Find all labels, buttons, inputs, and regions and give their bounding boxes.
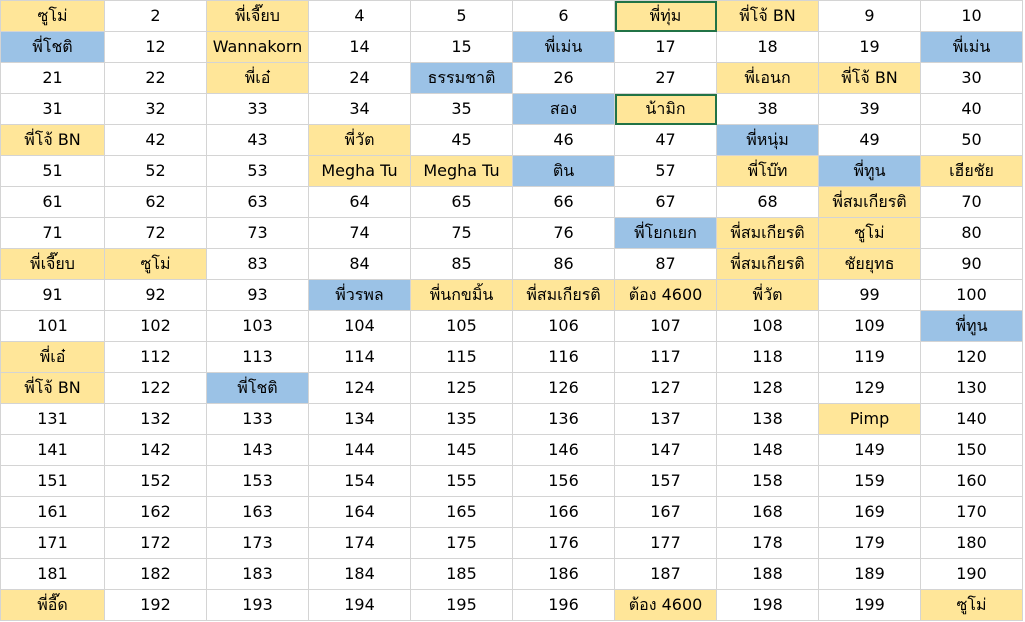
sheet-cell[interactable]: 186 <box>513 559 615 590</box>
sheet-cell[interactable]: 31 <box>1 94 105 125</box>
sheet-cell[interactable]: 188 <box>717 559 819 590</box>
sheet-row <box>1 187 1023 218</box>
sheet-cell[interactable]: 66 <box>513 187 615 218</box>
sheet-cell[interactable]: 133 <box>207 404 309 435</box>
sheet-cell[interactable]: 107 <box>615 311 717 342</box>
sheet-row <box>1 94 1023 125</box>
sheet-cell[interactable]: Megha Tu <box>411 156 513 187</box>
sheet-cell[interactable]: 72 <box>105 218 207 249</box>
sheet-cell[interactable]: 83 <box>207 249 309 280</box>
sheet-cell[interactable]: 147 <box>615 435 717 466</box>
sheet-cell[interactable]: 146 <box>513 435 615 466</box>
sheet-cell[interactable]: 135 <box>411 404 513 435</box>
sheet-cell[interactable]: 18 <box>717 32 819 63</box>
sheet-cell[interactable]: 175 <box>411 528 513 559</box>
sheet-cell[interactable]: 127 <box>615 373 717 404</box>
sheet-row <box>1 218 1023 249</box>
sheet-cell[interactable]: 167 <box>615 497 717 528</box>
sheet-cell[interactable]: 21 <box>1 63 105 94</box>
sheet-cell[interactable]: 166 <box>513 497 615 528</box>
sheet-cell[interactable]: 47 <box>615 125 717 156</box>
sheet-row <box>1 590 1023 621</box>
sheet-cell[interactable]: พี่อี๊ด <box>1 590 105 621</box>
sheet-cell[interactable]: 75 <box>411 218 513 249</box>
sheet-cell[interactable]: 177 <box>615 528 717 559</box>
sheet-cell[interactable]: 122 <box>105 373 207 404</box>
sheet-cell[interactable]: 126 <box>513 373 615 404</box>
sheet-cell[interactable]: 120 <box>921 342 1023 373</box>
sheet-cell[interactable]: 106 <box>513 311 615 342</box>
sheet-cell[interactable]: 40 <box>921 94 1023 125</box>
sheet-cell[interactable]: 5 <box>411 1 513 32</box>
sheet-cell[interactable]: 99 <box>819 280 921 311</box>
sheet-cell[interactable]: 53 <box>207 156 309 187</box>
sheet-cell[interactable]: 71 <box>1 218 105 249</box>
sheet-cell[interactable]: พี่สมเกียรติ <box>819 187 921 218</box>
sheet-cell[interactable]: พี่สมเกียรติ <box>513 280 615 311</box>
sheet-cell[interactable]: 27 <box>615 63 717 94</box>
sheet-cell[interactable]: 160 <box>921 466 1023 497</box>
sheet-cell[interactable]: 100 <box>921 280 1023 311</box>
sheet-cell[interactable]: พี่โจ้ BN <box>717 1 819 32</box>
sheet-cell[interactable]: 68 <box>717 187 819 218</box>
sheet-cell[interactable]: 92 <box>105 280 207 311</box>
sheet-cell[interactable]: 138 <box>717 404 819 435</box>
sheet-cell[interactable]: พี่ทูน <box>819 156 921 187</box>
sheet-cell[interactable]: 185 <box>411 559 513 590</box>
sheet-cell[interactable]: ต้อง 4600 <box>615 280 717 311</box>
sheet-cell[interactable]: 165 <box>411 497 513 528</box>
sheet-cell[interactable]: พี่โจ้ BN <box>1 125 105 156</box>
sheet-cell[interactable]: 140 <box>921 404 1023 435</box>
sheet-cell[interactable]: 129 <box>819 373 921 404</box>
sheet-cell[interactable]: 124 <box>309 373 411 404</box>
sheet-cell[interactable]: 174 <box>309 528 411 559</box>
sheet-cell[interactable]: 43 <box>207 125 309 156</box>
sheet-cell[interactable]: 173 <box>207 528 309 559</box>
sheet-cell[interactable]: 192 <box>105 590 207 621</box>
sheet-cell[interactable]: 130 <box>921 373 1023 404</box>
sheet-cell[interactable]: ติน <box>513 156 615 187</box>
sheet-cell[interactable]: 155 <box>411 466 513 497</box>
sheet-row <box>1 435 1023 466</box>
sheet-cell[interactable]: 132 <box>105 404 207 435</box>
sheet-cell[interactable]: 199 <box>819 590 921 621</box>
sheet-cell[interactable]: 104 <box>309 311 411 342</box>
sheet-cell[interactable]: 125 <box>411 373 513 404</box>
sheet-cell[interactable]: 32 <box>105 94 207 125</box>
sheet-cell[interactable]: 50 <box>921 125 1023 156</box>
sheet-cell[interactable]: 24 <box>309 63 411 94</box>
sheet-row <box>1 249 1023 280</box>
sheet-row <box>1 528 1023 559</box>
sheet-cell[interactable]: พี่เจี๊ยบ <box>1 249 105 280</box>
sheet-cell[interactable]: ธรรมชาติ <box>411 63 513 94</box>
sheet-cell[interactable]: 91 <box>1 280 105 311</box>
sheet-cell[interactable]: สอง <box>513 94 615 125</box>
sheet-cell[interactable]: พี่โชติ <box>1 32 105 63</box>
sheet-cell[interactable]: 46 <box>513 125 615 156</box>
sheet-cell[interactable]: ซูโม่ <box>1 1 105 32</box>
sheet-cell[interactable]: 74 <box>309 218 411 249</box>
sheet-cell[interactable]: 154 <box>309 466 411 497</box>
sheet-cell[interactable]: 14 <box>309 32 411 63</box>
sheet-cell[interactable]: พี่โจ้ BN <box>819 63 921 94</box>
sheet-cell[interactable]: พี่นกขมิ้น <box>411 280 513 311</box>
sheet-cell[interactable]: ซูโม่ <box>105 249 207 280</box>
sheet-cell[interactable]: 152 <box>105 466 207 497</box>
sheet-cell[interactable]: 141 <box>1 435 105 466</box>
sheet-cell[interactable]: พี่โบ๊ท <box>717 156 819 187</box>
sheet-cell[interactable]: 4 <box>309 1 411 32</box>
sheet-cell[interactable]: พี่วรพล <box>309 280 411 311</box>
sheet-cell[interactable]: 119 <box>819 342 921 373</box>
sheet-cell[interactable]: 134 <box>309 404 411 435</box>
sheet-cell[interactable]: Megha Tu <box>309 156 411 187</box>
sheet-cell[interactable]: 51 <box>1 156 105 187</box>
sheet-cell[interactable]: 163 <box>207 497 309 528</box>
sheet-cell[interactable]: 93 <box>207 280 309 311</box>
sheet-cell[interactable]: ชัยยุทธ <box>819 249 921 280</box>
sheet-cell[interactable]: 168 <box>717 497 819 528</box>
sheet-cell[interactable]: 187 <box>615 559 717 590</box>
sheet-cell[interactable]: พี่โยกเยก <box>615 218 717 249</box>
sheet-row <box>1 1 1023 32</box>
sheet-cell[interactable]: 194 <box>309 590 411 621</box>
sheet-cell[interactable]: 76 <box>513 218 615 249</box>
sheet-cell[interactable]: 17 <box>615 32 717 63</box>
sheet-cell[interactable]: น้ามิก <box>615 94 717 125</box>
sheet-cell[interactable]: 171 <box>1 528 105 559</box>
sheet-row <box>1 280 1023 311</box>
sheet-cell[interactable]: 52 <box>105 156 207 187</box>
sheet-cell[interactable]: 131 <box>1 404 105 435</box>
sheet-cell[interactable]: 196 <box>513 590 615 621</box>
sheet-cell[interactable]: 57 <box>615 156 717 187</box>
sheet-cell[interactable]: พี่เอนก <box>717 63 819 94</box>
sheet-cell[interactable]: 109 <box>819 311 921 342</box>
sheet-cell[interactable]: พี่วัต <box>309 125 411 156</box>
sheet-row <box>1 32 1023 63</box>
sheet-cell[interactable]: 90 <box>921 249 1023 280</box>
sheet-cell[interactable]: 102 <box>105 311 207 342</box>
sheet-row <box>1 63 1023 94</box>
sheet-cell[interactable]: พี่เอ๋ <box>207 63 309 94</box>
sheet-row <box>1 156 1023 187</box>
sheet-cell[interactable]: ซูโม่ <box>819 218 921 249</box>
sheet-cell[interactable]: พี่วัต <box>717 280 819 311</box>
sheet-cell[interactable]: 34 <box>309 94 411 125</box>
sheet-cell[interactable]: 178 <box>717 528 819 559</box>
sheet-cell[interactable]: 2 <box>105 1 207 32</box>
sheet-cell[interactable]: พี่โจ้ BN <box>1 373 105 404</box>
sheet-cell[interactable]: พี่โชติ <box>207 373 309 404</box>
sheet-cell[interactable]: 73 <box>207 218 309 249</box>
sheet-cell[interactable]: 87 <box>615 249 717 280</box>
sheet-cell[interactable]: 158 <box>717 466 819 497</box>
sheet-cell[interactable]: ต้อง 4600 <box>615 590 717 621</box>
sheet-row <box>1 559 1023 590</box>
sheet-cell[interactable]: 12 <box>105 32 207 63</box>
sheet-cell[interactable]: พี่หนุ่ม <box>717 125 819 156</box>
sheet-cell[interactable]: 22 <box>105 63 207 94</box>
sheet-cell[interactable]: 190 <box>921 559 1023 590</box>
sheet-cell[interactable]: 189 <box>819 559 921 590</box>
sheet-cell[interactable]: พี่ทุ่ม <box>615 1 717 32</box>
sheet-row <box>1 497 1023 528</box>
sheet-cell[interactable]: 159 <box>819 466 921 497</box>
sheet-cell[interactable]: 84 <box>309 249 411 280</box>
sheet-cell[interactable]: 9 <box>819 1 921 32</box>
sheet-cell[interactable]: 182 <box>105 559 207 590</box>
sheet-cell[interactable]: 103 <box>207 311 309 342</box>
sheet-cell[interactable]: 162 <box>105 497 207 528</box>
sheet-cell[interactable]: พี่เม่น <box>921 32 1023 63</box>
sheet-cell[interactable]: พี่เม่น <box>513 32 615 63</box>
sheet-cell[interactable]: 184 <box>309 559 411 590</box>
sheet-cell[interactable]: 42 <box>105 125 207 156</box>
sheet-cell[interactable]: พี่เอ๋ <box>1 342 105 373</box>
sheet-cell[interactable]: พี่เจี๊ยบ <box>207 1 309 32</box>
sheet-cell[interactable]: 157 <box>615 466 717 497</box>
sheet-cell[interactable]: 179 <box>819 528 921 559</box>
sheet-cell[interactable]: 180 <box>921 528 1023 559</box>
sheet-row <box>1 466 1023 497</box>
sheet-cell[interactable]: พี่สมเกียรติ <box>717 249 819 280</box>
sheet-cell[interactable]: 15 <box>411 32 513 63</box>
sheet-cell[interactable]: 19 <box>819 32 921 63</box>
sheet-cell[interactable]: 198 <box>717 590 819 621</box>
sheet-cell[interactable]: 45 <box>411 125 513 156</box>
sheet-cell[interactable]: 80 <box>921 218 1023 249</box>
sheet-cell[interactable]: 149 <box>819 435 921 466</box>
sheet-cell[interactable]: 137 <box>615 404 717 435</box>
sheet-cell[interactable]: 114 <box>309 342 411 373</box>
sheet-cell[interactable]: 161 <box>1 497 105 528</box>
sheet-cell[interactable]: 33 <box>207 94 309 125</box>
sheet-cell[interactable]: 144 <box>309 435 411 466</box>
sheet-cell[interactable]: 117 <box>615 342 717 373</box>
sheet-cell[interactable]: พี่สมเกียรติ <box>717 218 819 249</box>
sheet-cell[interactable]: 30 <box>921 63 1023 94</box>
sheet-row <box>1 404 1023 435</box>
sheet-cell[interactable]: 115 <box>411 342 513 373</box>
sheet-cell[interactable]: 128 <box>717 373 819 404</box>
sheet-cell[interactable]: 143 <box>207 435 309 466</box>
sheet-cell[interactable]: 70 <box>921 187 1023 218</box>
sheet-cell[interactable]: 101 <box>1 311 105 342</box>
sheet-cell[interactable]: 153 <box>207 466 309 497</box>
sheet-cell[interactable]: 67 <box>615 187 717 218</box>
sheet-row <box>1 125 1023 156</box>
sheet-cell[interactable]: 63 <box>207 187 309 218</box>
sheet-cell[interactable]: 164 <box>309 497 411 528</box>
sheet-cell[interactable]: 181 <box>1 559 105 590</box>
sheet-cell[interactable]: 49 <box>819 125 921 156</box>
sheet-cell[interactable]: เฮียชัย <box>921 156 1023 187</box>
sheet-cell[interactable]: 148 <box>717 435 819 466</box>
sheet-cell[interactable]: 113 <box>207 342 309 373</box>
sheet-row <box>1 342 1023 373</box>
sheet-cell[interactable]: 38 <box>717 94 819 125</box>
sheet-cell[interactable]: 6 <box>513 1 615 32</box>
sheet-cell[interactable]: 62 <box>105 187 207 218</box>
spreadsheet-body <box>1 1 1023 621</box>
sheet-cell[interactable]: 193 <box>207 590 309 621</box>
sheet-cell[interactable]: 26 <box>513 63 615 94</box>
sheet-cell[interactable]: 86 <box>513 249 615 280</box>
sheet-cell[interactable]: 116 <box>513 342 615 373</box>
sheet-cell[interactable]: Wannakorn <box>207 32 309 63</box>
sheet-cell[interactable]: 145 <box>411 435 513 466</box>
sheet-cell[interactable]: 195 <box>411 590 513 621</box>
sheet-cell[interactable]: 169 <box>819 497 921 528</box>
sheet-cell[interactable]: ซูโม่ <box>921 590 1023 621</box>
sheet-cell[interactable]: 35 <box>411 94 513 125</box>
sheet-cell[interactable]: 156 <box>513 466 615 497</box>
sheet-cell[interactable]: 85 <box>411 249 513 280</box>
sheet-cell[interactable]: 172 <box>105 528 207 559</box>
sheet-cell[interactable]: 142 <box>105 435 207 466</box>
sheet-cell[interactable]: 112 <box>105 342 207 373</box>
sheet-cell[interactable]: 176 <box>513 528 615 559</box>
sheet-cell[interactable]: 105 <box>411 311 513 342</box>
sheet-cell[interactable]: 65 <box>411 187 513 218</box>
sheet-cell[interactable]: 118 <box>717 342 819 373</box>
sheet-cell[interactable]: 64 <box>309 187 411 218</box>
sheet-cell[interactable]: 10 <box>921 1 1023 32</box>
sheet-cell[interactable]: 136 <box>513 404 615 435</box>
sheet-row <box>1 373 1023 404</box>
sheet-cell[interactable]: Pimp <box>819 404 921 435</box>
sheet-cell[interactable]: 183 <box>207 559 309 590</box>
sheet-cell[interactable]: 39 <box>819 94 921 125</box>
sheet-row <box>1 311 1023 342</box>
sheet-cell[interactable]: 151 <box>1 466 105 497</box>
sheet-cell[interactable]: 150 <box>921 435 1023 466</box>
sheet-cell[interactable]: พี่ทูน <box>921 311 1023 342</box>
sheet-cell[interactable]: 108 <box>717 311 819 342</box>
sheet-cell[interactable]: 61 <box>1 187 105 218</box>
sheet-cell[interactable]: 170 <box>921 497 1023 528</box>
